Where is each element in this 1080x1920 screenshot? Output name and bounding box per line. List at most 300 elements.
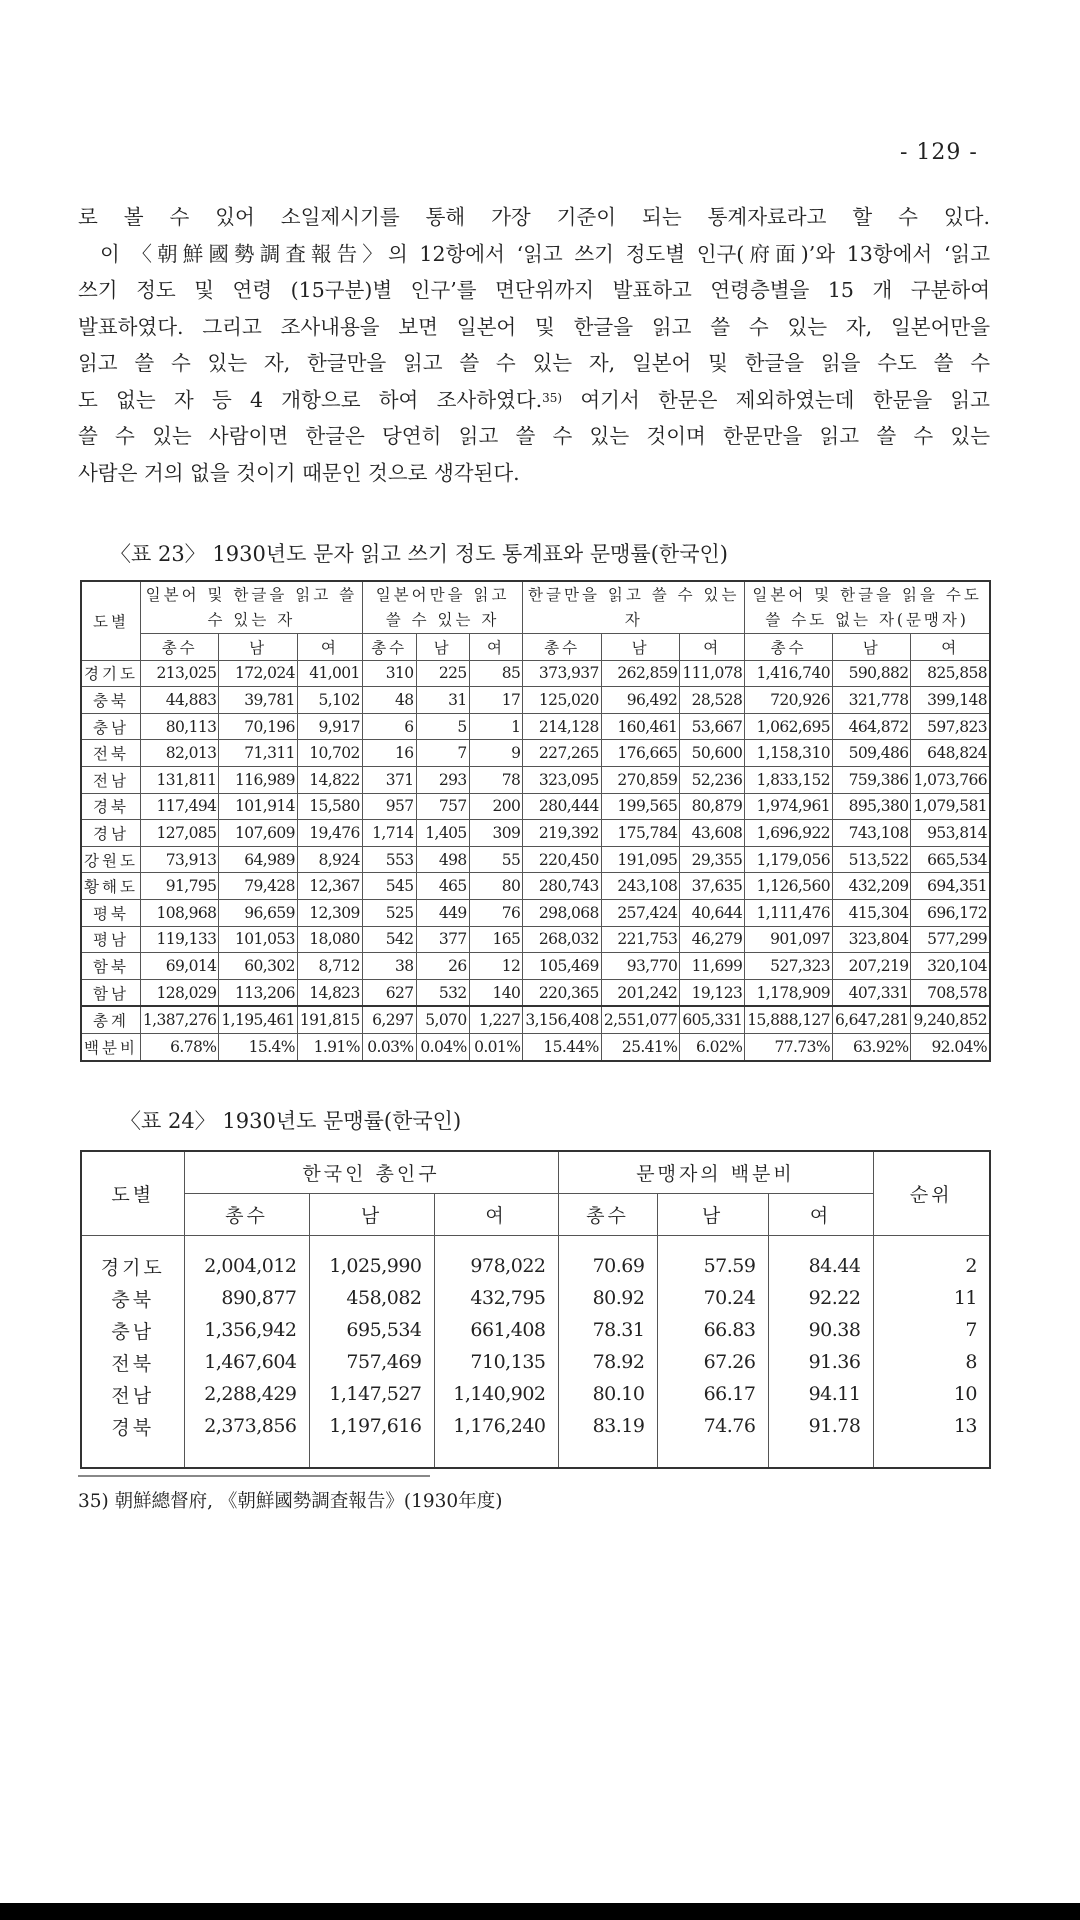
column-header-region: 도별: [81, 1151, 184, 1236]
value-cell: 82,013: [140, 740, 219, 767]
value-cell: 1,176,240: [434, 1410, 558, 1442]
value-cell: 525: [362, 899, 416, 926]
value-cell: 12,309: [297, 899, 362, 926]
value-cell: 78: [469, 766, 523, 793]
value-cell: 498: [416, 846, 469, 873]
group-header: 일본어 및 한글을 읽고 쓸 수 있는 자: [140, 581, 362, 634]
value-cell: 92.04%: [911, 1033, 990, 1060]
value-cell: 708,578: [911, 979, 990, 1006]
region-cell: 함북: [81, 953, 140, 980]
value-cell: 79,428: [219, 873, 298, 900]
paragraph-line: [78, 382, 990, 419]
value-cell: 73,913: [140, 846, 219, 873]
column-header-rank: 순위: [873, 1151, 990, 1236]
value-cell: 407,331: [832, 979, 911, 1006]
value-cell: 323,095: [523, 766, 602, 793]
table-row: [81, 687, 990, 714]
value-cell: 116,989: [219, 766, 298, 793]
value-cell: 80,879: [680, 793, 745, 820]
value-cell: 415,304: [832, 899, 911, 926]
spacer-cell: [81, 1442, 184, 1468]
region-cell: 경남: [81, 820, 140, 847]
table-row: [81, 1378, 990, 1410]
body-paragraph: [78, 199, 990, 491]
spacer-cell: [184, 1236, 309, 1251]
group-header: 일본어만을 읽고 쓸 수 있는 자: [362, 581, 523, 634]
spacer-cell: [309, 1442, 434, 1468]
sub-header: 여: [680, 634, 745, 661]
paragraph-line: 사람은 거의 없을 것이기 때문인 것으로 생각된다.: [78, 460, 520, 485]
value-cell: 665,534: [911, 846, 990, 873]
sub-header: 여: [297, 634, 362, 661]
rank-cell: 10: [873, 1378, 990, 1410]
value-cell: 113,206: [219, 979, 298, 1006]
value-cell: 53,667: [680, 713, 745, 740]
value-cell: 64,989: [219, 846, 298, 873]
value-cell: 117,494: [140, 793, 219, 820]
value-cell: 696,172: [911, 899, 990, 926]
value-cell: 895,380: [832, 793, 911, 820]
value-cell: 214,128: [523, 713, 602, 740]
value-cell: 2,373,856: [184, 1410, 309, 1442]
value-cell: 77.73%: [745, 1033, 833, 1060]
value-cell: 39,781: [219, 687, 298, 714]
table-row: [81, 873, 990, 900]
table-row: [81, 713, 990, 740]
value-cell: 6.02%: [680, 1033, 745, 1060]
value-cell: 268,032: [523, 926, 602, 953]
value-cell: 19,476: [297, 820, 362, 847]
value-cell: 1,467,604: [184, 1346, 309, 1378]
value-cell: 627: [362, 979, 416, 1006]
region-cell: 평남: [81, 926, 140, 953]
value-cell: 280,743: [523, 873, 602, 900]
value-cell: 257,424: [601, 899, 680, 926]
value-cell: 1,158,310: [745, 740, 833, 767]
value-cell: 176,665: [601, 740, 680, 767]
value-cell: 96,659: [219, 899, 298, 926]
value-cell: 0.03%: [362, 1033, 416, 1060]
value-cell: 1,416,740: [745, 660, 833, 687]
value-cell: 1,405: [416, 820, 469, 847]
region-cell: 충남: [81, 713, 140, 740]
value-cell: 227,265: [523, 740, 602, 767]
paragraph-line: 발표하였다. 그리고 조사내용을 보면 일본어 및 한글을 읽고 쓸 수 있는 자, 일본어만을: [78, 314, 990, 339]
value-cell: 532: [416, 979, 469, 1006]
page-number: - 129 -: [900, 140, 978, 165]
value-cell: 76: [469, 899, 523, 926]
value-cell: 321,778: [832, 687, 911, 714]
value-cell: 25.41%: [601, 1033, 680, 1060]
value-cell: 1,974,961: [745, 793, 833, 820]
sub-header: 여: [911, 634, 990, 661]
value-cell: 17: [469, 687, 523, 714]
sub-header: 남: [309, 1194, 434, 1236]
value-cell: 901,097: [745, 926, 833, 953]
value-cell: 545: [362, 873, 416, 900]
sub-header: 남: [657, 1194, 768, 1236]
value-cell: 101,914: [219, 793, 298, 820]
table-row: [81, 1314, 990, 1346]
value-cell: 40,644: [680, 899, 745, 926]
table-row: [81, 979, 990, 1006]
value-cell: 83.19: [558, 1410, 657, 1442]
value-cell: 8,712: [297, 953, 362, 980]
region-cell: 강원도: [81, 846, 140, 873]
sub-header: 여: [434, 1194, 558, 1236]
value-cell: 71,311: [219, 740, 298, 767]
value-cell: 93,770: [601, 953, 680, 980]
value-cell: 1,140,902: [434, 1378, 558, 1410]
value-cell: 219,392: [523, 820, 602, 847]
value-cell: 1,178,909: [745, 979, 833, 1006]
value-cell: 6,647,281: [832, 1006, 911, 1033]
value-cell: 542: [362, 926, 416, 953]
value-cell: 14,822: [297, 766, 362, 793]
table-row: [81, 820, 990, 847]
spacer-cell: [873, 1442, 990, 1468]
value-cell: 5: [416, 713, 469, 740]
value-cell: 0.01%: [469, 1033, 523, 1060]
value-cell: 14,823: [297, 979, 362, 1006]
sub-header: 총수: [558, 1194, 657, 1236]
value-cell: 1,179,056: [745, 846, 833, 873]
value-cell: 270,859: [601, 766, 680, 793]
value-cell: 577,299: [911, 926, 990, 953]
region-cell: 전북: [81, 1346, 184, 1378]
table-row: [81, 793, 990, 820]
value-cell: 553: [362, 846, 416, 873]
sub-header: 총수: [140, 634, 219, 661]
value-cell: 298,068: [523, 899, 602, 926]
value-cell: 1,079,581: [911, 793, 990, 820]
value-cell: 2,288,429: [184, 1378, 309, 1410]
value-cell: 1,197,616: [309, 1410, 434, 1442]
value-cell: 165: [469, 926, 523, 953]
value-cell: 78.92: [558, 1346, 657, 1378]
region-cell: 평북: [81, 899, 140, 926]
value-cell: 207,219: [832, 953, 911, 980]
table-row: [81, 953, 990, 980]
value-cell: 1,062,695: [745, 713, 833, 740]
value-cell: 12,367: [297, 873, 362, 900]
value-cell: 509,486: [832, 740, 911, 767]
value-cell: 11,699: [680, 953, 745, 980]
bottom-bar: [0, 1903, 1080, 1920]
footnote-reference[interactable]: 35): [542, 390, 563, 405]
value-cell: 720,926: [745, 687, 833, 714]
value-cell: 605,331: [680, 1006, 745, 1033]
value-cell: 9,240,852: [911, 1006, 990, 1033]
value-cell: 96,492: [601, 687, 680, 714]
value-cell: 84.44: [768, 1250, 873, 1282]
value-cell: 280,444: [523, 793, 602, 820]
value-cell: 172,024: [219, 660, 298, 687]
value-cell: 225: [416, 660, 469, 687]
region-cell: 충북: [81, 687, 140, 714]
value-cell: 127,085: [140, 820, 219, 847]
value-cell: 80: [469, 873, 523, 900]
region-cell: 충북: [81, 1282, 184, 1314]
value-cell: 464,872: [832, 713, 911, 740]
spacer-row: [81, 1442, 990, 1468]
value-cell: 597,823: [911, 713, 990, 740]
spacer-cell: [768, 1236, 873, 1251]
value-cell: 2,551,077: [601, 1006, 680, 1033]
value-cell: 29,355: [680, 846, 745, 873]
value-cell: 50,600: [680, 740, 745, 767]
paragraph-line: 읽고 쓸 수 있는 자, 한글만을 읽고 쓸 수 있는 자, 일본어 및 한글을 읽을 수도 쓸 수: [78, 351, 990, 375]
value-cell: 743,108: [832, 820, 911, 847]
value-cell: 590,882: [832, 660, 911, 687]
region-cell: 전남: [81, 766, 140, 793]
value-cell: 323,804: [832, 926, 911, 953]
value-cell: 6.78%: [140, 1033, 219, 1060]
region-cell: 충남: [81, 1314, 184, 1346]
value-cell: 108,968: [140, 899, 219, 926]
spacer-cell: [558, 1236, 657, 1251]
region-cell: 경북: [81, 793, 140, 820]
value-cell: 48: [362, 687, 416, 714]
sub-header: 남: [601, 634, 680, 661]
value-cell: 140: [469, 979, 523, 1006]
value-cell: 213,025: [140, 660, 219, 687]
region-cell: 전북: [81, 740, 140, 767]
value-cell: 458,082: [309, 1282, 434, 1314]
sub-header: 남: [416, 634, 469, 661]
region-cell: 전남: [81, 1378, 184, 1410]
paragraph-line-text: 도 없는 자 등 4 개항으로 하여 조사하였다.: [78, 387, 543, 412]
rank-cell: 11: [873, 1282, 990, 1314]
group-header: 한글만을 읽고 쓸 수 있는 자: [523, 581, 745, 634]
value-cell: 26: [416, 953, 469, 980]
sub-header: 총수: [523, 634, 602, 661]
value-cell: 527,323: [745, 953, 833, 980]
value-cell: 825,858: [911, 660, 990, 687]
sub-header: 총수: [362, 634, 416, 661]
value-cell: 55: [469, 846, 523, 873]
value-cell: 373,937: [523, 660, 602, 687]
sub-header: 남: [832, 634, 911, 661]
value-cell: 38: [362, 953, 416, 980]
region-cell: 경기도: [81, 660, 140, 687]
value-cell: 648,824: [911, 740, 990, 767]
region-cell: 백분비: [81, 1033, 140, 1060]
table-row: [81, 1033, 990, 1060]
value-cell: 70.69: [558, 1250, 657, 1282]
value-cell: 199,565: [601, 793, 680, 820]
value-cell: 90.38: [768, 1314, 873, 1346]
value-cell: 6: [362, 713, 416, 740]
value-cell: 220,450: [523, 846, 602, 873]
value-cell: 15,580: [297, 793, 362, 820]
value-cell: 262,859: [601, 660, 680, 687]
value-cell: 694,351: [911, 873, 990, 900]
value-cell: 5,102: [297, 687, 362, 714]
rank-cell: 2: [873, 1250, 990, 1282]
spacer-cell: [434, 1442, 558, 1468]
value-cell: 43,608: [680, 820, 745, 847]
region-cell: 황해도: [81, 873, 140, 900]
value-cell: 9: [469, 740, 523, 767]
spacer-cell: [768, 1442, 873, 1468]
sub-header: 총수: [745, 634, 833, 661]
value-cell: 5,070: [416, 1006, 469, 1033]
paragraph-line: 이 〈朝鮮國勢調査報告〉의 12항에서 ‘읽고 쓰기 정도별 인구(府面)’와 13항에서 ‘읽고: [100, 241, 990, 266]
sub-header: 총수: [184, 1194, 309, 1236]
value-cell: 2,004,012: [184, 1250, 309, 1282]
value-cell: 759,386: [832, 766, 911, 793]
spacer-cell: [657, 1236, 768, 1251]
value-cell: 757,469: [309, 1346, 434, 1378]
value-cell: 191,095: [601, 846, 680, 873]
table-row: [81, 1346, 990, 1378]
value-cell: 3,156,408: [523, 1006, 602, 1033]
value-cell: 0.04%: [416, 1033, 469, 1060]
value-cell: 1,073,766: [911, 766, 990, 793]
value-cell: 60,302: [219, 953, 298, 980]
value-cell: 80,113: [140, 713, 219, 740]
rank-cell: 7: [873, 1314, 990, 1346]
value-cell: 52,236: [680, 766, 745, 793]
value-cell: 1,025,990: [309, 1250, 434, 1282]
region-cell: 경기도: [81, 1250, 184, 1282]
spacer-cell: [184, 1442, 309, 1468]
value-cell: 91.78: [768, 1410, 873, 1442]
value-cell: 37,635: [680, 873, 745, 900]
value-cell: 1,111,476: [745, 899, 833, 926]
value-cell: 19,123: [680, 979, 745, 1006]
sub-header: 남: [219, 634, 298, 661]
paragraph-line: 쓰기 정도 및 연령 (15구분)별 인구’를 면단위까지 발표하고 연령층별을 15 개 구분하여: [78, 278, 990, 302]
value-cell: 757: [416, 793, 469, 820]
value-cell: 119,133: [140, 926, 219, 953]
region-cell: 총계: [81, 1006, 140, 1033]
value-cell: 449: [416, 899, 469, 926]
value-cell: 28,528: [680, 687, 745, 714]
value-cell: 41,001: [297, 660, 362, 687]
value-cell: 74.76: [657, 1410, 768, 1442]
table-row: [81, 1282, 990, 1314]
table-24-caption: 〈표 24〉 1930년도 문맹률(한국인): [120, 1109, 462, 1133]
value-cell: 465: [416, 873, 469, 900]
spacer-cell: [657, 1442, 768, 1468]
value-cell: 1,714: [362, 820, 416, 847]
sub-header: 여: [768, 1194, 873, 1236]
value-cell: 1,696,922: [745, 820, 833, 847]
paragraph-line-text: 여기서 한문은 제외하였는데 한문을 읽고: [580, 387, 990, 412]
value-cell: 175,784: [601, 820, 680, 847]
value-cell: 69,014: [140, 953, 219, 980]
value-cell: 131,811: [140, 766, 219, 793]
value-cell: 18,080: [297, 926, 362, 953]
group-header: 문맹자의 백분비: [558, 1151, 873, 1194]
value-cell: 243,108: [601, 873, 680, 900]
value-cell: 1,356,942: [184, 1314, 309, 1346]
value-cell: 1,126,560: [745, 873, 833, 900]
region-cell: 경북: [81, 1410, 184, 1442]
value-cell: 15,888,127: [745, 1006, 833, 1033]
sub-header: 여: [469, 634, 523, 661]
value-cell: 710,135: [434, 1346, 558, 1378]
group-header: 일본어 및 한글을 읽을 수도 쓸 수도 없는 자(문맹자): [745, 581, 990, 634]
value-cell: 377: [416, 926, 469, 953]
value-cell: 191,815: [297, 1006, 362, 1033]
value-cell: 513,522: [832, 846, 911, 873]
value-cell: 15.4%: [219, 1033, 298, 1060]
value-cell: 201,242: [601, 979, 680, 1006]
value-cell: 6,297: [362, 1006, 416, 1033]
table-row: [81, 926, 990, 953]
value-cell: 63.92%: [832, 1033, 911, 1060]
value-cell: 91,795: [140, 873, 219, 900]
value-cell: 67.26: [657, 1346, 768, 1378]
value-cell: 399,148: [911, 687, 990, 714]
spacer-row: [81, 1236, 990, 1251]
value-cell: 94.11: [768, 1378, 873, 1410]
value-cell: 953,814: [911, 820, 990, 847]
spacer-cell: [81, 1236, 184, 1251]
column-header-region: 도별: [81, 581, 140, 660]
value-cell: 200: [469, 793, 523, 820]
value-cell: 221,753: [601, 926, 680, 953]
value-cell: 293: [416, 766, 469, 793]
value-cell: 16: [362, 740, 416, 767]
table-row: [81, 1410, 990, 1442]
value-cell: 320,104: [911, 953, 990, 980]
value-cell: 78.31: [558, 1314, 657, 1346]
value-cell: 91.36: [768, 1346, 873, 1378]
value-cell: 432,795: [434, 1282, 558, 1314]
value-cell: 661,408: [434, 1314, 558, 1346]
table-row: [81, 740, 990, 767]
value-cell: 220,365: [523, 979, 602, 1006]
value-cell: 85: [469, 660, 523, 687]
value-cell: 105,469: [523, 953, 602, 980]
value-cell: 107,609: [219, 820, 298, 847]
table-row: [81, 846, 990, 873]
footnote-divider: [78, 1475, 430, 1477]
table-row: [81, 766, 990, 793]
value-cell: 31: [416, 687, 469, 714]
group-header: 한국인 총인구: [184, 1151, 558, 1194]
table-row: [81, 1250, 990, 1282]
value-cell: 310: [362, 660, 416, 687]
value-cell: 44,883: [140, 687, 219, 714]
value-cell: 371: [362, 766, 416, 793]
value-cell: 15.44%: [523, 1033, 602, 1060]
value-cell: 101,053: [219, 926, 298, 953]
spacer-cell: [558, 1442, 657, 1468]
table-row: [81, 1006, 990, 1033]
table-24: [80, 1150, 991, 1469]
paragraph-line: 쓸 수 있는 사람이면 한글은 당연히 읽고 쓸 수 있는 것이며 한문만을 읽고 쓸 수 있는: [78, 424, 990, 448]
value-cell: 80.10: [558, 1378, 657, 1410]
value-cell: 8,924: [297, 846, 362, 873]
spacer-cell: [434, 1236, 558, 1251]
value-cell: 125,020: [523, 687, 602, 714]
value-cell: 309: [469, 820, 523, 847]
value-cell: 695,534: [309, 1314, 434, 1346]
value-cell: 978,022: [434, 1250, 558, 1282]
table-23-caption: 〈표 23〉 1930년도 문자 읽고 쓰기 정도 통계표와 문맹률(한국인): [110, 542, 728, 566]
value-cell: 1,387,276: [140, 1006, 219, 1033]
rank-cell: 8: [873, 1346, 990, 1378]
value-cell: 890,877: [184, 1282, 309, 1314]
value-cell: 7: [416, 740, 469, 767]
value-cell: 1.91%: [297, 1033, 362, 1060]
region-cell: 함남: [81, 979, 140, 1006]
